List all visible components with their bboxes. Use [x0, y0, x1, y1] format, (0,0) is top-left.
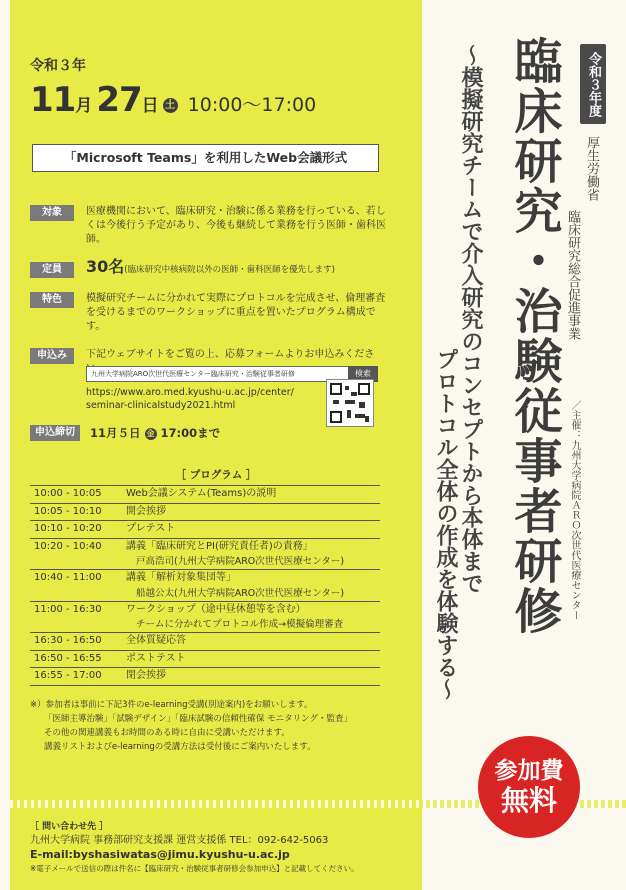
- program-title: 全体質疑応答: [126, 635, 186, 646]
- apply-url[interactable]: [86, 386, 326, 412]
- deadline-time: 17:00まで: [160, 426, 221, 440]
- program-time: 16:30 - 16:50: [34, 635, 102, 646]
- event-date: [30, 80, 316, 124]
- program-title: ポストテスト: [126, 652, 186, 664]
- program-time: 10:20 - 10:40: [34, 540, 102, 552]
- capacity-text: [86, 257, 386, 277]
- program-row: [30, 520, 380, 538]
- program-content: [126, 651, 380, 668]
- features-tag: 特色: [30, 292, 74, 308]
- contact-org: 九州大学病院 事務部研究支援課 運営支援係 TEL：092-642-5063: [30, 835, 329, 846]
- event-weekday: 土: [163, 98, 178, 113]
- event-month: 11: [30, 80, 76, 120]
- capacity-note: (臨床研究中核病院以外の医師・歯科医師を優先します): [124, 265, 335, 275]
- fee-badge: [478, 736, 580, 838]
- deadline-tag: 申込締切: [30, 425, 80, 441]
- note-line3: その他の関連講義もお時間のある時に自由に受講いただけます。: [44, 728, 290, 738]
- program-content: [126, 668, 380, 685]
- organizer: ／主催：九州大学病院ＡＲＯ次世代医療センター: [569, 400, 580, 620]
- main-title: 臨床研究・治験従事者研修: [506, 36, 562, 636]
- program-time: 10:00 - 10:05: [34, 488, 102, 499]
- program-row: [30, 667, 380, 686]
- search-button: 検索: [348, 366, 378, 382]
- capacity-tag: 定員: [30, 262, 74, 278]
- program-table: [30, 485, 380, 686]
- program-time: 10:40 - 11:00: [34, 572, 102, 583]
- program-title: 開会挨拶: [126, 505, 166, 517]
- capacity-value: 30名: [86, 257, 125, 276]
- ministry: 厚生労働省: [584, 136, 599, 201]
- program-row: [30, 650, 380, 668]
- target-tag: 対象: [30, 205, 74, 221]
- program-row: [30, 538, 380, 570]
- apply-url-line1: https://www.aro.med.kyushu-u.ac.jp/center/: [86, 387, 294, 398]
- note-line1: ※）参加者は事前に下記3件のe-learning受講(別途案内)をお願いします。: [30, 700, 313, 710]
- note-line4: 講義リストおよびe-learningの受講方法は受付後にご案内いたします。: [44, 742, 316, 752]
- program-row: [30, 569, 380, 601]
- program-heading: ［ プログラム ］: [175, 469, 257, 481]
- deadline-text: [90, 426, 390, 440]
- program-speaker: 戸高浩司(九州大学病院ARO次世代医療センター): [136, 556, 345, 567]
- program-speaker: 船越公太(九州大学病院ARO次世代医療センター): [136, 587, 345, 599]
- subtitle-line2: プロトコル全体の作成を体験する～: [433, 348, 458, 700]
- contact-email[interactable]: E-mail:byshasiwatas@jimu.kyushu-u.ac.jp: [30, 848, 290, 861]
- program-row: [30, 632, 380, 650]
- contact-note: ※電子メールで送信の際は件名に【臨床研究・治験従事者研修会参加申込】と記載してください。: [30, 864, 359, 873]
- features-text: 模擬研究チームに分かれて実際にプロトコルを完成させ、倫理審査を受けるまでのワークショップに重点を置いたプログラム構成です。: [86, 293, 386, 332]
- program-title: 閉会挨拶: [126, 670, 166, 681]
- program-row: [30, 503, 380, 521]
- program-time: 10:10 - 10:20: [34, 523, 102, 534]
- meeting-format: 「Microsoft Teams」を利用したWeb会議形式: [32, 144, 379, 172]
- search-box: 九州大学病院ARO次世代医療センター臨床研究・治験従事者研修: [86, 366, 352, 382]
- program-title: ワークショップ（途中昼休憩等を含む）: [126, 603, 306, 615]
- fiscal-year-badge: 令和３年度: [580, 44, 606, 124]
- event-year: 令和３年: [30, 58, 86, 74]
- program-content: [126, 633, 380, 650]
- subtitle-line1: ～模擬研究チームで介入研究のコンセプトから本体まで: [458, 44, 483, 594]
- event-month-unit: 月: [75, 96, 93, 116]
- qr-code-icon: [326, 379, 374, 427]
- event-day: 27: [96, 80, 142, 120]
- yellow-panel: [10, 0, 422, 890]
- note-line2: 「医師主導治験」「試験デザイン」「臨床試験の信頼性確保 モニタリング・監査」: [44, 714, 352, 724]
- program-content: [126, 539, 380, 570]
- program-row: [30, 601, 380, 633]
- program-time: 11:00 - 16:30: [34, 603, 102, 615]
- apply-url-line2: seminar-clinicalstudy2021.html: [86, 400, 236, 411]
- program-content: [126, 486, 380, 503]
- fee-line1: 参加費: [494, 758, 564, 784]
- program-time: 10:05 - 10:10: [34, 505, 102, 517]
- program-speaker: チームに分かれてプロトコル作成→模擬倫理審査: [136, 619, 344, 630]
- program-title: 講義「解析対象集団等」: [126, 572, 236, 583]
- contact: [30, 820, 450, 876]
- project-name: 臨床研究総合促進事業: [565, 210, 580, 340]
- fee-line2: 無料: [500, 784, 557, 817]
- notes: [30, 698, 390, 754]
- program-content: [126, 504, 380, 521]
- program-time: 16:50 - 16:55: [34, 652, 102, 664]
- program-title: プレテスト: [126, 523, 176, 534]
- contact-heading: ［ 問い合わせ先 ］: [30, 822, 109, 832]
- program-content: [126, 570, 380, 601]
- program-title: 講義「臨床研究とPI(研究責任者)の責務」: [126, 540, 313, 552]
- program-title: Web会議システム(Teams)の説明: [126, 488, 277, 499]
- deadline-date: 11月５日: [90, 426, 141, 440]
- program-time: 16:55 - 17:00: [34, 670, 102, 681]
- program-content: [126, 521, 380, 538]
- event-day-unit: 日: [141, 96, 159, 116]
- program-row: [30, 485, 380, 503]
- apply-text: 下記ウェブサイトをご覧の上、応募フォームよりお申込みくださ: [86, 349, 375, 360]
- event-time: 10:00～17:00: [187, 94, 317, 116]
- target-text: 医療機関において、臨床研究・治験に係る業務を行っている、若しくは今後行う予定があり、今後も継続して業務を行う医師・歯科医師。: [86, 206, 386, 245]
- program-content: [126, 602, 380, 633]
- apply-tag: 申込み: [30, 348, 74, 364]
- deadline-weekday: 金: [146, 429, 155, 438]
